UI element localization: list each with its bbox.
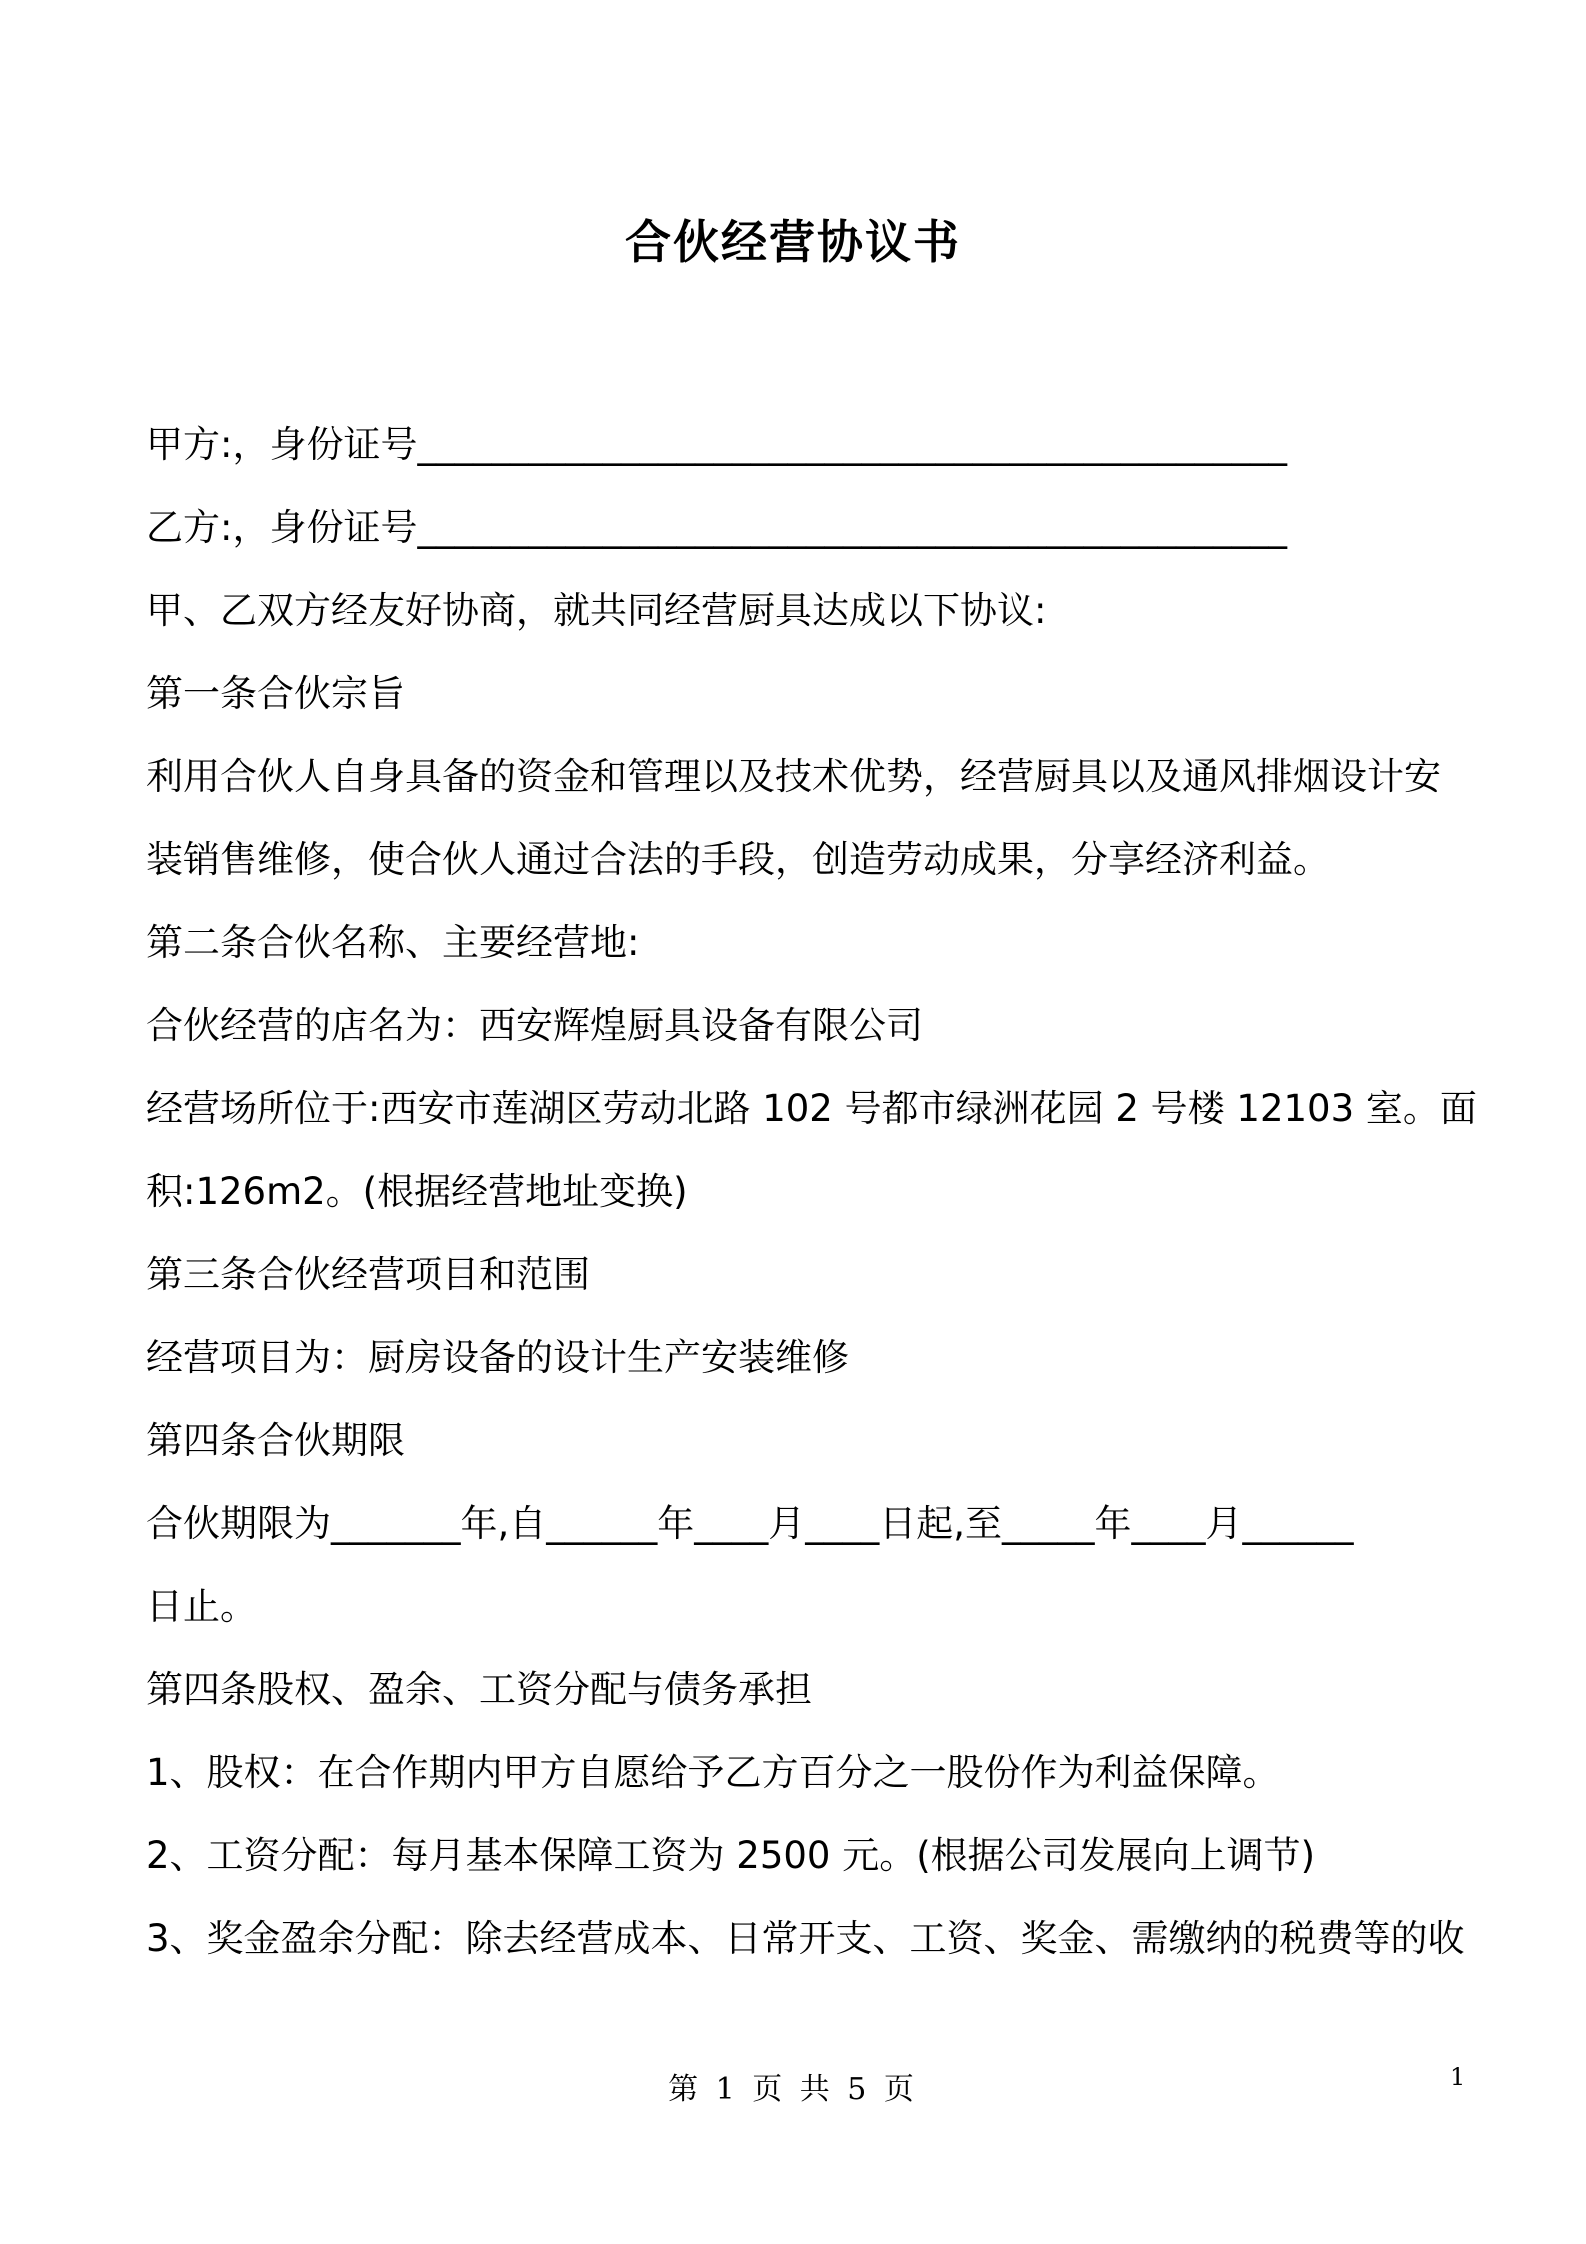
article-3-heading: 第三条合伙经营项目和范围 — [146, 1253, 590, 1296]
article-1-heading: 第一条合伙宗旨 — [146, 672, 405, 715]
salary-clause: 2、工资分配：每月基本保障工资为 2500 元。(根据公司发展向上调节) — [146, 1834, 1316, 1877]
business-scope-line: 经营项目为：厨房设备的设计生产安装维修 — [146, 1336, 849, 1379]
page-footer: 第 1 页 共 5 页 — [668, 2072, 918, 2107]
partnership-term-line-1: 合伙期限为_______年,自______年____月____日起,至_____年____月______ — [146, 1502, 1354, 1545]
bonus-clause: 3、奖金盈余分配：除去经营成本、日常开支、工资、奖金、需缴纳的税费等的收 — [146, 1917, 1465, 1960]
partnership-term-line-2: 日止。 — [146, 1585, 257, 1628]
document-title: 合伙经营协议书 — [625, 215, 961, 269]
equity-section-heading: 第四条股权、盈余、工资分配与债务承担 — [146, 1668, 812, 1711]
page-number: 1 — [1450, 2063, 1466, 2091]
article-4-heading: 第四条合伙期限 — [146, 1419, 405, 1462]
store-name-line: 合伙经营的店名为：西安辉煌厨具设备有限公司 — [146, 1004, 923, 1047]
business-address-line-2: 积:126m2。(根据经营地址变换) — [146, 1170, 688, 1213]
article-1-text-line-2: 装销售维修，使合伙人通过合法的手段，创造劳动成果，分享经济利益。 — [146, 838, 1330, 881]
article-1-text-line-1: 利用合伙人自身具备的资金和管理以及技术优势，经营厨具以及通风排烟设计安 — [146, 755, 1441, 798]
equity-clause: 1、股权：在合作期内甲方自愿给予乙方百分之一股份作为利益保障。 — [146, 1751, 1280, 1794]
party-a-line: 甲方:，身份证号_______________________________________________ — [146, 423, 1287, 466]
party-b-line: 乙方:，身份证号_______________________________________________ — [146, 506, 1287, 549]
business-address-line-1: 经营场所位于:西安市莲湖区劳动北路 102 号都市绿洲花园 2 号楼 12103 室。面 — [146, 1087, 1477, 1130]
article-2-heading: 第二条合伙名称、主要经营地: — [146, 921, 640, 964]
agreement-intro: 甲、乙双方经友好协商，就共同经营厨具达成以下协议: — [146, 589, 1047, 632]
